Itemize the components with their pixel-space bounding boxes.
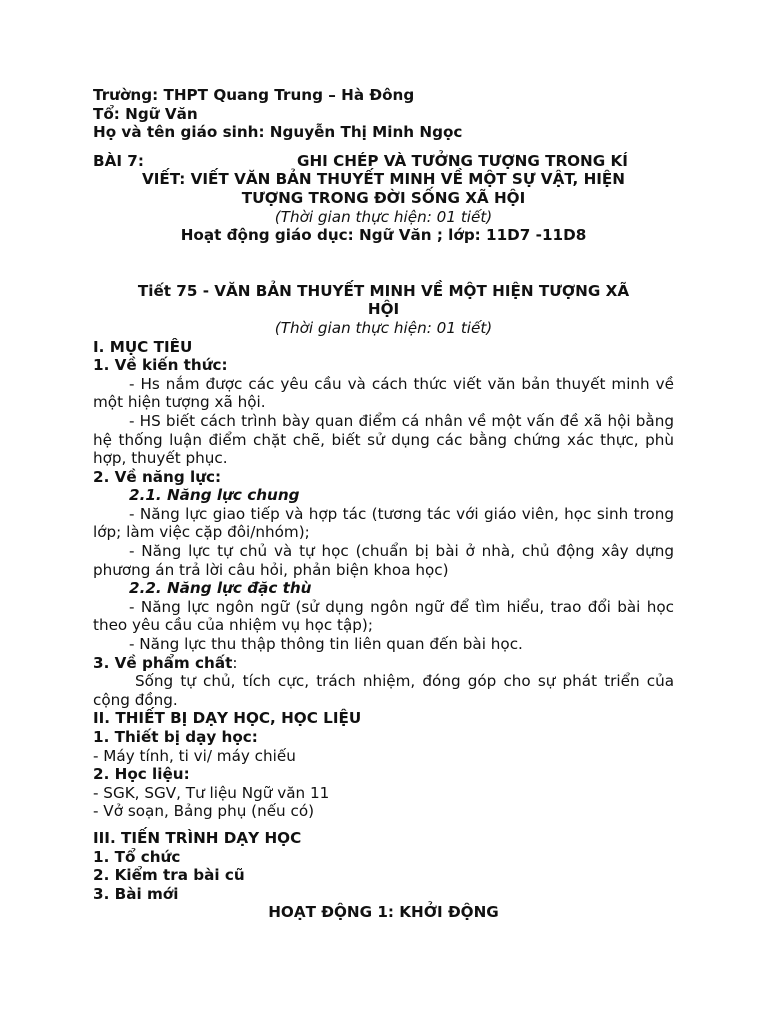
step-review: 2. Kiểm tra bài cũ bbox=[93, 866, 245, 885]
teacher-name: Họ và tên giáo sinh: Nguyễn Thị Minh Ngọc bbox=[93, 123, 463, 142]
school-name: Trường: THPT Quang Trung – Hà Đông bbox=[93, 86, 415, 104]
spacer bbox=[93, 245, 674, 282]
period-title-line-2: HỘI bbox=[367, 300, 400, 319]
period-time-note: (Thời gian thực hiện: 01 tiết) bbox=[274, 318, 493, 337]
materials-item-2: - Vở soạn, Bảng phụ (nếu có) bbox=[93, 802, 315, 821]
knowledge-item-2: - HS biết cách trình bày quan điểm cá nhân về một vấn đề xã hội bằng hệ thống luận điểm chặt chẽ, biết sử dụng các bằng chứng xác thực, phù hợp, thuyết phục. bbox=[93, 411, 674, 468]
general-ability-item-2: - Năng lực tự chủ và tự học (chuẩn bị bài ở nhà, chủ động xây dựng phương án trả lời câu hỏi, phản biện khoa học) bbox=[93, 542, 674, 579]
ability-heading: 2. Về năng lực: bbox=[93, 467, 222, 486]
step-organize: 1. Tổ chức bbox=[93, 847, 181, 866]
materials-heading: 2. Học liệu: bbox=[93, 765, 190, 784]
quality-heading-row bbox=[93, 654, 674, 673]
quality-heading: 3. Về phẩm chất bbox=[93, 653, 233, 672]
lesson-time-note: (Thời gian thực hiện: 01 tiết) bbox=[274, 207, 493, 226]
spacer bbox=[93, 821, 674, 829]
step-new-lesson: 3. Bài mới bbox=[93, 884, 179, 903]
general-ability-heading: 2.1. Năng lực chung bbox=[129, 486, 300, 505]
lesson-title-line-3: TƯỢNG TRONG ĐỜI SỐNG XÃ HỘI bbox=[241, 188, 526, 207]
spacer bbox=[93, 142, 674, 152]
knowledge-heading: 1. Về kiến thức: bbox=[93, 356, 228, 375]
section-2-heading: II. THIẾT BỊ DẠY HỌC, HỌC LIỆU bbox=[93, 709, 362, 728]
equipment-heading: 1. Thiết bị dạy học: bbox=[93, 728, 258, 746]
lesson-title-row bbox=[93, 152, 674, 171]
quality-heading-colon: : bbox=[232, 653, 238, 672]
specific-ability-item-1: - Năng lực ngôn ngữ (sử dụng ngôn ngữ để tìm hiểu, trao đổi bài học theo yêu cầu của nhiệm vụ học tập); bbox=[93, 597, 674, 635]
lesson-title-line-1: GHI CHÉP VÀ TƯỞNG TƯỢNG TRONG KÍ bbox=[297, 151, 628, 170]
knowledge-item-1: - Hs nắm được các yêu cầu và cách thức viết văn bản thuyết minh về một hiện tượng xã hội. bbox=[93, 374, 674, 412]
specific-ability-item-2: - Năng lực thu thập thông tin liên quan đến bài học. bbox=[129, 635, 523, 654]
section-1-heading: I. MỤC TIÊU bbox=[93, 337, 193, 356]
materials-item-1: - SGK, SGV, Tư liệu Ngữ văn 11 bbox=[93, 783, 330, 802]
department-name: Tổ: Ngữ Văn bbox=[93, 104, 198, 123]
specific-ability-heading: 2.2. Năng lực đặc thù bbox=[129, 579, 312, 598]
general-ability-item-1: - Năng lực giao tiếp và hợp tác (tương tác với giáo viên, học sinh trong lớp; làm việc cặp đôi/nhóm); bbox=[93, 504, 674, 542]
quality-text: Sống tự chủ, tích cực, trách nhiệm, đóng góp cho sự phát triển của cộng đồng. bbox=[93, 672, 674, 709]
lesson-label: BÀI 7: bbox=[93, 151, 144, 170]
equipment-item-1: - Máy tính, ti vi/ máy chiếu bbox=[93, 746, 296, 765]
document-page bbox=[93, 86, 674, 922]
activity-1-heading: HOẠT ĐỘNG 1: KHỞI ĐỘNG bbox=[268, 903, 499, 922]
period-title-line-1: Tiết 75 - VĂN BẢN THUYẾT MINH VỀ MỘT HIỆN TƯỢNG XÃ bbox=[137, 281, 630, 300]
lesson-title-line-2: VIẾT: VIẾT VĂN BẢN THUYẾT MINH VỀ MỘT SỰ VẬT, HIỆN bbox=[141, 170, 626, 189]
section-3-heading: III. TIẾN TRÌNH DẠY HỌC bbox=[93, 828, 302, 847]
lesson-activity: Hoạt động giáo dục: Ngữ Văn ; lớp: 11D7 -11D8 bbox=[180, 226, 587, 245]
